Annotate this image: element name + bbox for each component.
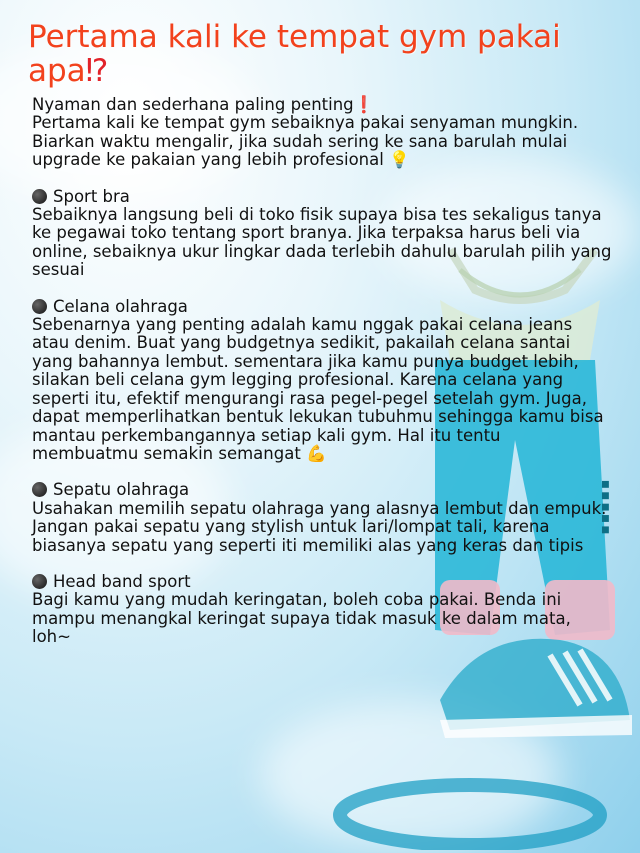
section-sport-bra xyxy=(32,188,612,280)
headband-illustration xyxy=(330,760,610,850)
exclamation-icon: ❗ xyxy=(353,95,375,114)
section-heading: Sepatu olahraga xyxy=(32,481,612,499)
section-heading: Sport bra xyxy=(32,188,612,206)
intro-heading: Nyaman dan sederhana paling penting xyxy=(32,95,354,114)
section-head-band xyxy=(32,573,612,647)
intro-body: Pertama kali ke tempat gym sebaiknya pakai senyaman mungkin. Biarkan waktu mengalir, jika sudah sering ke sana barulah mulai upgrade ke pakaian yang lebih profesional xyxy=(32,113,579,170)
bullet-icon xyxy=(32,299,47,314)
bullet-icon xyxy=(32,574,47,589)
section-body: Usahakan memilih sepatu olahraga yang alasnya lembut dan empuk. Jangan pakai sepatu yang stylish untuk lari/lompat tali, karena biasanya sepatu yang seperti iti memiliki alas yang keras dan tipis xyxy=(32,498,607,555)
section-body: Bagi kamu yang mudah keringatan, boleh coba pakai. Benda ini mampu menangkal keringat supaya tidak masuk ke dalam mata, loh~ xyxy=(32,590,571,647)
svg-text:■ ■ ■ ■ ■: ■ ■ ■ ■ ■ xyxy=(600,480,610,534)
title-text: Pertama kali ke tempat gym pakai apa xyxy=(28,19,561,89)
article-body xyxy=(32,96,612,665)
page-title xyxy=(28,20,618,88)
section-heading: Celana olahraga xyxy=(32,298,612,316)
bullet-icon xyxy=(32,189,47,204)
intro-block xyxy=(32,96,612,170)
lightbulb-icon: 💡 xyxy=(389,150,410,170)
interrobang-icon: ⁉ xyxy=(85,53,109,89)
section-body: Sebenarnya yang penting adalah kamu nggak pakai celana jeans atau denim. Buat yang budgetnya sedikit, pakailah celana santai yang bahannya lembut. sementara jika kamu punya budget lebih, silakan beli celana gym legging profesional. Karena celana yang seperti itu, efektif mengurangi rasa pegel-pegel setelah gym. Juga, dapat memperlihatkan bentuk lekukan tubuhmu sehingga kamu bisa mantau perkembangannya setiap kali gym. Hal itu tentu membuatmu semakin semangat xyxy=(32,315,604,463)
section-body: Sebaiknya langsung beli di toko fisik supaya bisa tes sekaligus tanya ke pegawai toko tentang sport branya. Jika terpaksa harus beli via online, sebaiknya ukur lingkar dada terlebih dahulu barulah pilih yang sesuai xyxy=(32,205,612,280)
section-sepatu-olahraga xyxy=(32,481,612,555)
section-heading: Head band sport xyxy=(32,573,612,591)
bullet-icon xyxy=(32,482,47,497)
section-celana-olahraga xyxy=(32,298,612,464)
flexed-biceps-icon: 💪 xyxy=(306,443,327,463)
